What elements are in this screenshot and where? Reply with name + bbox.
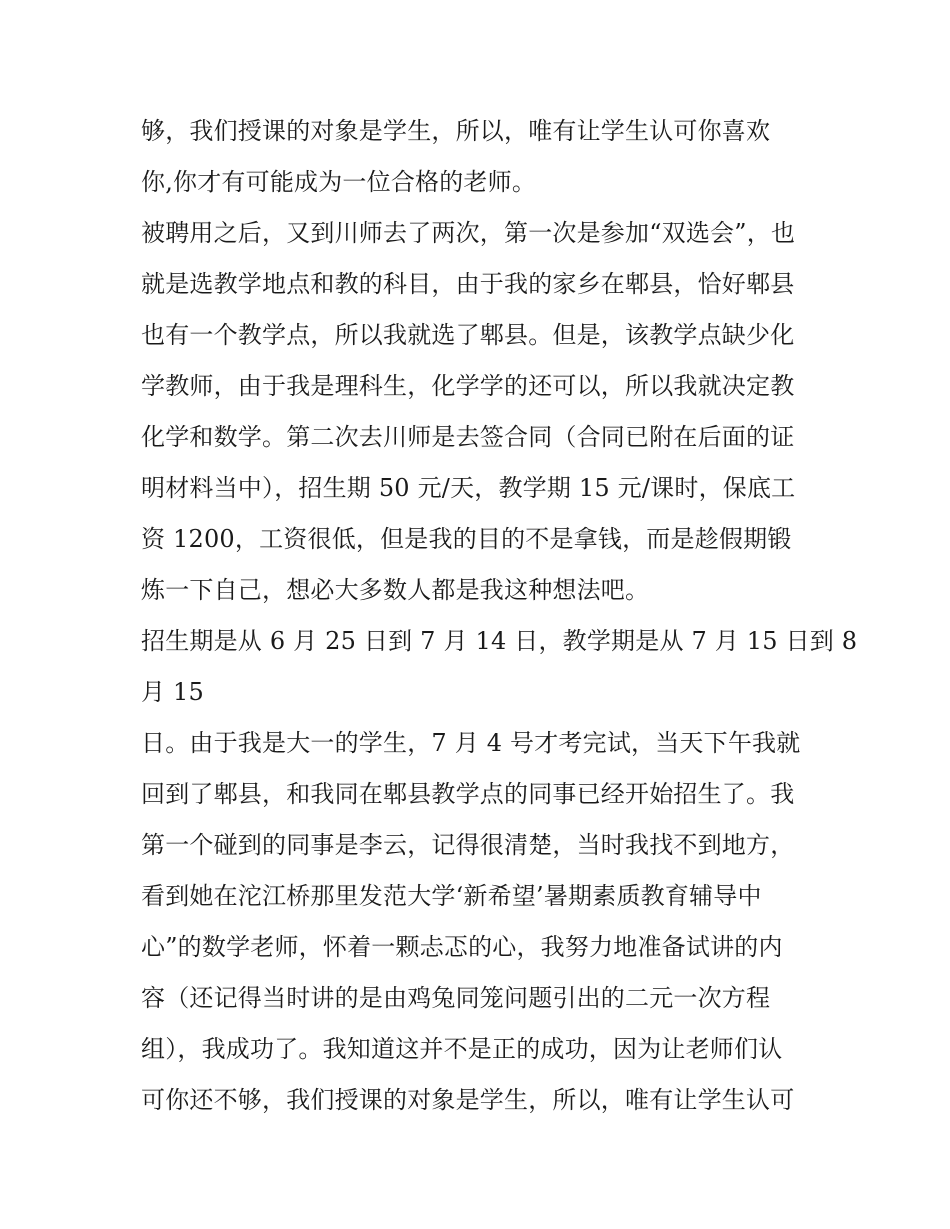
text-line: 组），我成功了。我知道这并不是正的成功，因为让老师们认 [141,1035,783,1063]
text-line: 被聘用之后，又到川师去了两次，第一次是参加“双选会”，也 [141,219,796,247]
text-line: 化学和数学。第二次去川师是去签合同（合同已附在后面的证 [141,423,795,451]
text-line: 够，我们授课的对象是学生，所以，唯有让学生认可你喜欢 [141,117,771,145]
text-line: 容（还记得当时讲的是由鸡兔同笼问题引出的二元一次方程 [141,984,771,1012]
text-line: 学教师，由于我是理科生，化学学的还可以，所以我就决定教 [141,372,795,400]
text-line: 炼一下自己，想必大多数人都是我这种想法吧。 [141,576,650,604]
text-line: 可你还不够，我们授课的对象是学生，所以，唯有让学生认可 [141,1086,795,1114]
text-line: 回到了郫县，和我同在郫县教学点的同事已经开始招生了。我 [141,780,795,808]
text-line: 月 15 [141,678,204,706]
document-body [141,106,858,1126]
text-line: 第一个碰到的同事是李云，记得很清楚，当时我找不到地方， [141,831,795,859]
text-line: 心”的数学老师，怀着一颗忐忑的心，我努力地准备试讲的内 [141,933,783,961]
text-line: 你,你才有可能成为一位合格的老师。 [141,168,537,196]
text-line: 招生期是从 6 月 25 日到 7 月 14 日，教学期是从 7 月 15 日到 8 [141,627,858,655]
text-line: 看到她在沱江桥那里发范大学‘新希望’暑期素质教育辅导中 [141,882,762,910]
text-line: 明材料当中），招生期 50 元/天，教学期 15 元/课时，保底工 [141,474,796,502]
text-line: 也有一个教学点，所以我就选了郫县。但是，该教学点缺少化 [141,321,795,349]
text-line: 就是选教学地点和教的科目，由于我的家乡在郫县，恰好郫县 [141,270,795,298]
text-line: 日。由于我是大一的学生，7 月 4 号才考完试，当天下午我就 [141,729,801,757]
text-line: 资 1200，工资很低，但是我的目的不是拿钱，而是趁假期锻 [141,525,792,553]
